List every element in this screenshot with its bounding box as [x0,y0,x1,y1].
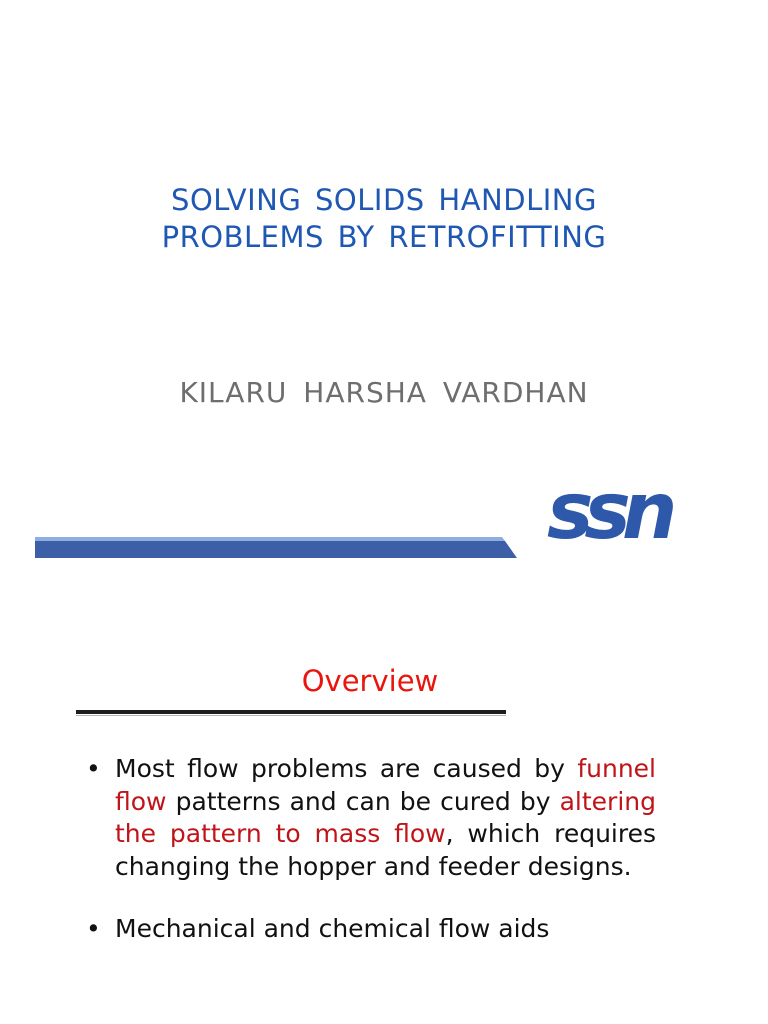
title-underline-shadow [76,715,506,716]
author-name: KILARU HARSHA VARDHAN [179,376,589,409]
title-line-1: SOLVING SOLIDS HANDLING [171,183,597,217]
ssn-logo [545,480,695,542]
svg-text:ssn: ssn [547,480,669,542]
decorative-bar [0,530,530,562]
bullet-dot: • [86,914,101,943]
bullet-dot: • [86,754,101,783]
bullet-text: Most flow problems are caused by [115,754,578,783]
bullet-list [86,753,656,946]
presentation-title [0,182,768,256]
bullet-item [86,913,656,946]
highlighted-text: funnel flow [115,754,656,816]
title-underline [76,710,506,714]
bullet-text: , which requires changing the hopper and feeder designs. [115,819,656,881]
bullet-text: Mechanical and chemical flow aids [115,914,550,943]
bullet-text: patterns and can be cured by [166,786,560,816]
title-line-2: PROBLEMS BY RETROFITTING [161,220,607,254]
overview-title: Overview [301,664,439,698]
bullet-item [86,753,656,883]
highlighted-text: altering the pattern to mass flow [115,786,656,848]
